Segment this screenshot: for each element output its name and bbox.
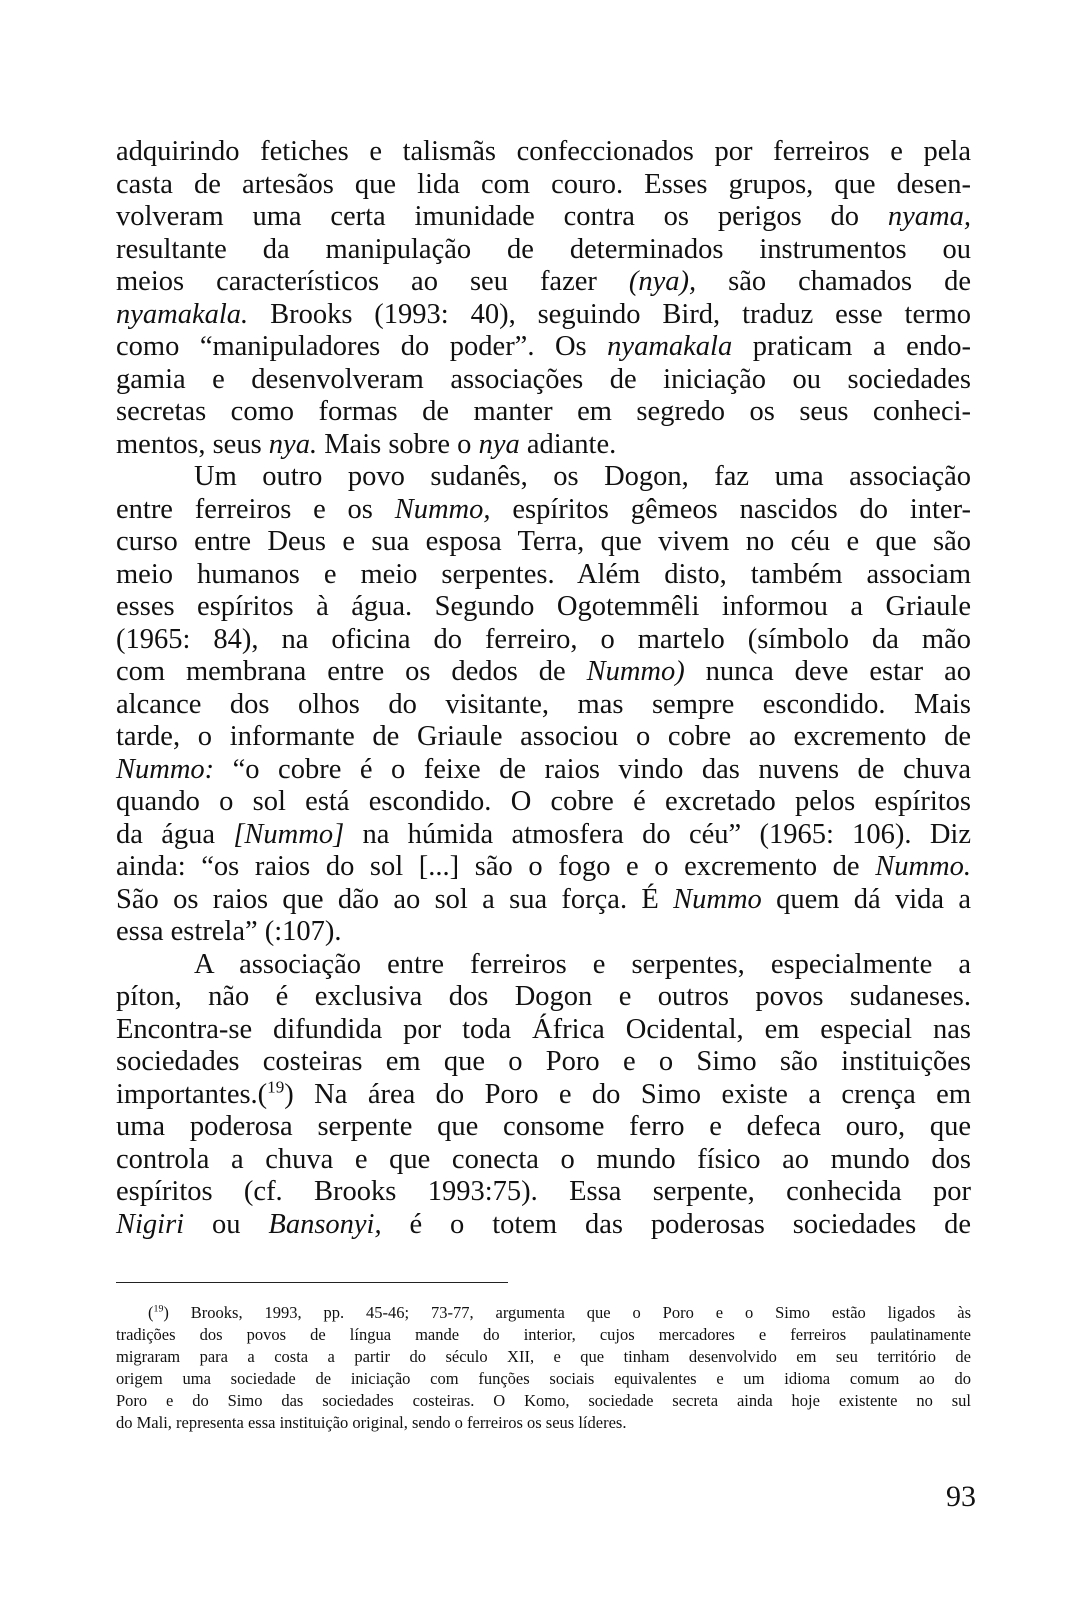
italic-text: Bansonyi,	[268, 1208, 382, 1240]
text-run: casta de artesãos que lida com couro. Esses grupos, que desen-	[116, 168, 971, 200]
body-line	[116, 981, 971, 1014]
body-line	[116, 689, 971, 722]
text-run: uma poderosa serpente que consome ferro e defeca ouro, que	[116, 1111, 971, 1142]
text-run: nunca deve estar ao	[684, 656, 971, 687]
body-line	[116, 1014, 971, 1047]
body-line	[116, 234, 971, 267]
footnote-line	[116, 1412, 971, 1434]
footnote	[116, 1302, 971, 1434]
body-line	[116, 819, 971, 852]
text-run: é o totem das poderosas sociedades de	[381, 1208, 971, 1240]
text-run: ) Brooks, 1993, pp. 45-46; 73-77, argumenta que o Poro e o Simo estão ligados às	[163, 1303, 971, 1322]
italic-text: Nummo:	[116, 753, 215, 785]
text-run: importantes.(	[116, 1078, 268, 1110]
body-line	[116, 299, 971, 332]
body-line	[116, 201, 971, 234]
text-run: Um outro povo sudanês, os Dogon, faz uma associação	[194, 461, 971, 492]
italic-text: Nigiri	[116, 1208, 185, 1240]
body-line	[116, 1144, 971, 1177]
body-line	[116, 1176, 971, 1209]
text-run: com membrana entre os dedos de	[116, 656, 587, 687]
italic-text: nyamakala.	[116, 298, 249, 330]
italic-text: nya.	[268, 428, 318, 460]
text-run: mentos, seus	[116, 428, 269, 460]
italic-text: Nummo)	[586, 656, 685, 687]
body-line	[116, 721, 971, 754]
footnote-line	[116, 1324, 971, 1346]
body-line	[116, 656, 971, 689]
text-run: quem dá vida a	[761, 883, 972, 915]
text-run: como “manipuladores do poder”. Os	[116, 331, 608, 362]
text-run: (	[148, 1303, 154, 1322]
text-run: espíritos (cf. Brooks 1993:75). Essa serpente, conhecida por	[116, 1176, 971, 1207]
text-run: Mais sobre o	[317, 428, 479, 460]
text-run: resultante da manipulação de determinados instrumentos ou	[116, 233, 971, 265]
body-line	[116, 526, 971, 559]
body-line	[116, 331, 971, 364]
body-line	[116, 1209, 971, 1242]
text-run: alcance dos olhos do visitante, mas sempre escondido. Mais	[116, 688, 971, 720]
footnote-line	[116, 1368, 971, 1390]
text-run: quando o sol está escondido. O cobre é excretado pelos espíritos	[116, 786, 971, 817]
text-run: migraram para a costa a partir do século XII, e que tinham desenvolvido em seu território de	[116, 1347, 971, 1366]
body-line	[116, 754, 971, 787]
footnote-line	[116, 1390, 971, 1412]
body-line	[116, 136, 971, 169]
text-run: volveram uma certa imunidade contra os perigos do	[116, 201, 888, 232]
body-line	[116, 1046, 971, 1079]
text-run: meios característicos ao seu fazer	[116, 266, 629, 297]
body-line	[116, 461, 971, 494]
text-run: Brooks (1993: 40), seguindo Bird, traduz esse termo	[248, 298, 971, 330]
text-run: praticam a endo-	[732, 331, 972, 362]
body-line	[116, 1079, 971, 1112]
text-run: adquirindo fetiches e talismãs confeccionados por ferreiros e pela	[116, 136, 971, 167]
body-line	[116, 396, 971, 429]
body-line	[116, 916, 971, 949]
text-run: A associação entre ferreiros e serpentes, especialmente a	[194, 948, 971, 980]
text-run: adiante.	[519, 428, 617, 460]
text-run: São os raios que dão ao sol a sua força. É	[116, 883, 674, 915]
body-line	[116, 169, 971, 202]
text-run: “o cobre é o feixe de raios vindo das nuvens de chuva	[214, 753, 971, 785]
body-line	[116, 851, 971, 884]
body-text	[116, 136, 971, 1241]
italic-text: [Nummo]	[233, 818, 345, 850]
body-line	[116, 429, 971, 462]
italic-text: Nummo,	[394, 493, 491, 525]
footnote-line	[116, 1346, 971, 1368]
body-line	[116, 494, 971, 527]
text-run: origem uma sociedade de iniciação com funções sociais equivalentes e um idioma comum ao do	[116, 1369, 971, 1388]
body-line	[116, 266, 971, 299]
body-line	[116, 559, 971, 592]
page-number: 93	[946, 1480, 976, 1513]
body-line	[116, 591, 971, 624]
text-run: tradições dos povos de língua mande do interior, cujos mercadores e ferreiros paulatinamente	[116, 1325, 971, 1344]
text-run: curso entre Deus e sua esposa Terra, que vivem no céu e que são	[116, 526, 971, 557]
italic-text: nyama,	[887, 201, 971, 232]
italic-text: Nummo	[673, 883, 762, 915]
body-line	[116, 786, 971, 819]
text-run: (1965: 84), na oficina do ferreiro, o martelo (símbolo da mão	[116, 623, 971, 655]
body-line	[116, 364, 971, 397]
text-run: da água	[116, 818, 234, 850]
body-line	[116, 624, 971, 657]
text-run: essa estrela” (:107).	[116, 916, 342, 947]
text-run: do Mali, representa essa instituição original, sendo o ferreiros os seus líderes.	[116, 1413, 627, 1432]
italic-text: Nummo.	[875, 851, 971, 882]
text-run: Poro e do Simo das sociedades costeiras. O Komo, sociedade secreta ainda hoje existente no sul	[116, 1391, 971, 1410]
text-run: Encontra-se difundida por toda África Ocidental, em especial nas	[116, 1013, 971, 1045]
italic-text: nyamakala	[607, 331, 733, 362]
body-line	[116, 1111, 971, 1144]
text-run: ainda: “os raios do sol [...] são o fogo e o excremento de	[116, 851, 876, 882]
text-run: entre ferreiros e os	[116, 493, 395, 525]
text-run: secretas como formas de manter em segredo os seus conheci-	[116, 396, 971, 427]
footnote-reference: 19	[267, 1077, 285, 1096]
text-run: gamia e desenvolveram associações de iniciação ou sociedades	[116, 363, 971, 395]
text-run: ) Na área do Poro e do Simo existe a crença em	[284, 1078, 971, 1110]
text-run: meio humanos e meio serpentes. Além disto, também associam	[116, 558, 971, 590]
text-run: sociedades costeiras em que o Poro e o Simo são instituições	[116, 1046, 971, 1077]
footnote-reference: 19	[153, 1303, 164, 1315]
text-run: ou	[184, 1208, 269, 1240]
body-line	[116, 884, 971, 917]
text-run: espíritos gêmeos nascidos do inter-	[490, 493, 971, 525]
text-run: píton, não é exclusiva dos Dogon e outros povos sudaneses.	[116, 981, 971, 1012]
italic-text: nya	[478, 428, 520, 460]
text-run: são chamados de	[696, 266, 971, 297]
body-line	[116, 949, 971, 982]
italic-text: (nya),	[628, 266, 697, 297]
text-run: tarde, o informante de Griaule associou o cobre ao excremento de	[116, 721, 971, 752]
text-run: esses espíritos à água. Segundo Ogotemmêli informou a Griaule	[116, 591, 971, 622]
footnote-line	[116, 1302, 971, 1324]
text-run: controla a chuva e que conecta o mundo físico ao mundo dos	[116, 1143, 971, 1175]
text-run: na húmida atmosfera do céu” (1965: 106). Diz	[344, 818, 971, 850]
footnote-separator	[116, 1282, 508, 1283]
